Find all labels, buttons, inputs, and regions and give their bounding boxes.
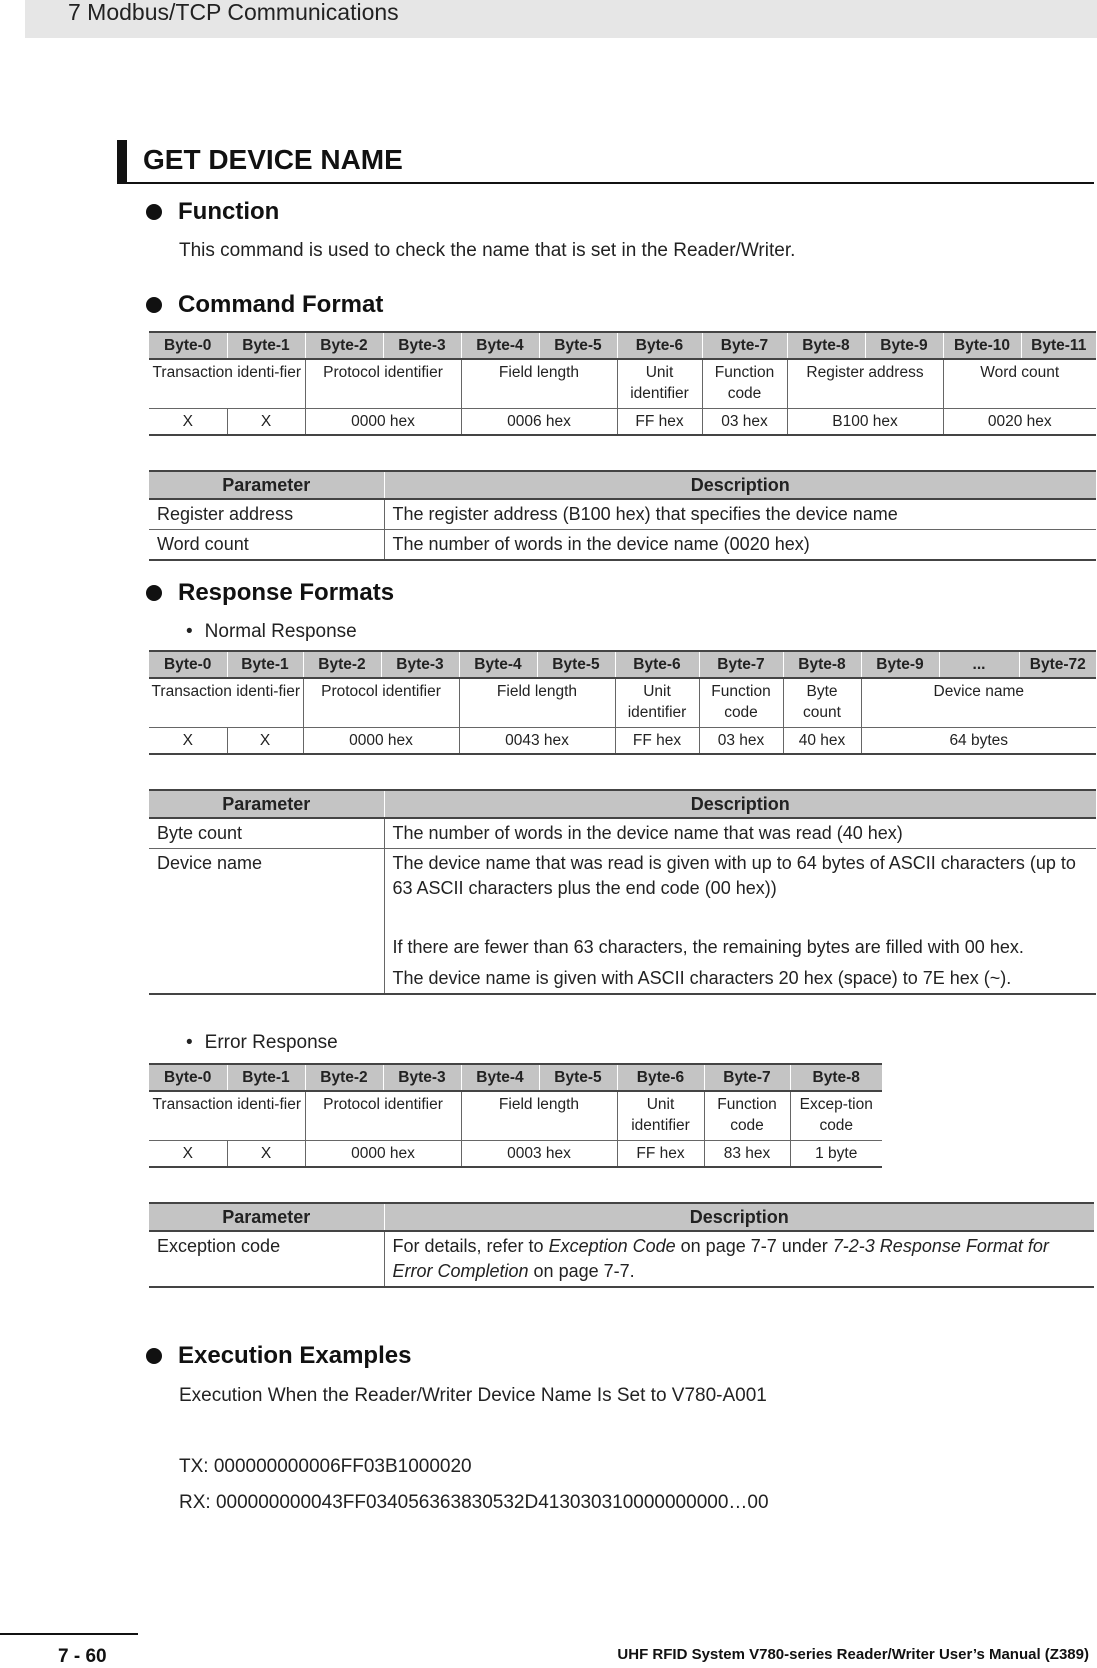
function-text: This command is used to check the name that is set in the Reader/Writer. xyxy=(179,240,796,261)
field-cell: Transaction identi-fier xyxy=(149,1091,305,1141)
bullet-icon xyxy=(146,585,162,601)
execution-text: Execution When the Reader/Writer Device Name Is Set to V780-A001 xyxy=(179,1385,767,1406)
value-cell: 0003 hex xyxy=(461,1141,617,1168)
byte-header: Byte-2 xyxy=(305,332,383,359)
footer-rule xyxy=(0,1633,138,1635)
table-row xyxy=(149,849,1096,995)
value-cell: X xyxy=(149,728,227,755)
byte-header: Byte-1 xyxy=(227,332,305,359)
byte-header: Byte-3 xyxy=(383,1064,461,1091)
byte-header: Byte-3 xyxy=(381,651,459,678)
bullet-icon xyxy=(146,204,162,220)
param-desc: The register address (B100 hex) that specifies the device name xyxy=(384,499,1096,530)
param-name: Exception code xyxy=(149,1231,384,1287)
section-title-text: GET DEVICE NAME xyxy=(143,144,403,175)
value-cell: 03 hex xyxy=(702,409,787,436)
byte-header: Byte-0 xyxy=(149,1064,227,1091)
field-cell: Register address xyxy=(787,359,943,409)
normal-response-params-table xyxy=(149,789,1096,995)
byte-header: Byte-11 xyxy=(1021,332,1096,359)
manual-title: UHF RFID System V780-series Reader/Writer User’s Manual (Z389) xyxy=(617,1646,1089,1663)
value-cell: X xyxy=(149,409,227,436)
value-cell: FF hex xyxy=(617,1141,704,1168)
function-heading: Function xyxy=(146,198,279,226)
byte-header: Byte-8 xyxy=(787,332,865,359)
exception-code-link: Exception Code xyxy=(548,1236,676,1256)
byte-header: Byte-7 xyxy=(702,332,787,359)
param-desc: The number of words in the device name (0020 hex) xyxy=(384,530,1096,561)
command-byte-table xyxy=(149,331,1096,436)
desc-header: Description xyxy=(384,471,1096,499)
field-cell: Byte count xyxy=(783,678,861,728)
table-row xyxy=(149,499,1096,530)
section-title xyxy=(117,140,1094,184)
value-cell: 0043 hex xyxy=(459,728,615,755)
value-cell: X xyxy=(227,409,305,436)
tx-line: TX: 000000000006FF03B1000020 xyxy=(179,1456,472,1477)
byte-header: Byte-0 xyxy=(149,332,227,359)
param-desc: The number of words in the device name that was read (40 hex) xyxy=(384,818,1096,849)
field-cell: Excep-tion code xyxy=(790,1091,882,1141)
normal-response-label: • Normal Response xyxy=(186,621,357,642)
param-name: Device name xyxy=(149,849,384,995)
error-response-label: • Error Response xyxy=(186,1032,338,1053)
field-cell: Unit identifier xyxy=(615,678,699,728)
field-cell: Device name xyxy=(861,678,1096,728)
byte-header: Byte-10 xyxy=(943,332,1021,359)
param-desc: For details, refer to Exception Code on page 7-7 under 7-2-3 Response Format for Error Completion on page 7-7. xyxy=(384,1231,1094,1287)
byte-header: Byte-5 xyxy=(537,651,615,678)
byte-header: Byte-6 xyxy=(617,1064,704,1091)
value-cell: 0000 hex xyxy=(305,409,461,436)
byte-header: Byte-4 xyxy=(461,1064,539,1091)
table-row xyxy=(149,818,1096,849)
field-cell: Field length xyxy=(459,678,615,728)
value-cell: 0006 hex xyxy=(461,409,617,436)
byte-header: Byte-3 xyxy=(383,332,461,359)
byte-header: Byte-2 xyxy=(303,651,381,678)
byte-header: ... xyxy=(939,651,1019,678)
field-cell: Unit identifier xyxy=(617,1091,704,1141)
value-cell: 0000 hex xyxy=(303,728,459,755)
byte-header: Byte-72 xyxy=(1019,651,1096,678)
value-cell: 83 hex xyxy=(704,1141,790,1168)
byte-header: Byte-5 xyxy=(539,332,617,359)
byte-header: Byte-7 xyxy=(699,651,783,678)
byte-header: Byte-1 xyxy=(227,651,303,678)
byte-header: Byte-2 xyxy=(305,1064,383,1091)
value-cell: 0000 hex xyxy=(305,1141,461,1168)
error-response-byte-table xyxy=(149,1063,882,1168)
value-cell: 1 byte xyxy=(790,1141,882,1168)
rx-line: RX: 000000000043FF034056363830532D413030310000000000…00 xyxy=(179,1492,769,1513)
value-cell: 64 bytes xyxy=(861,728,1096,755)
value-cell: B100 hex xyxy=(787,409,943,436)
byte-header: Byte-7 xyxy=(704,1064,790,1091)
byte-header: Byte-6 xyxy=(617,332,702,359)
command-byte-header-row xyxy=(149,332,1096,359)
byte-header: Byte-9 xyxy=(865,332,943,359)
value-cell: FF hex xyxy=(615,728,699,755)
command-field-row xyxy=(149,359,1096,409)
response-formats-heading: Response Formats xyxy=(146,579,394,607)
param-header: Parameter xyxy=(149,471,384,499)
value-cell: FF hex xyxy=(617,409,702,436)
field-cell: Field length xyxy=(461,1091,617,1141)
param-name: Register address xyxy=(149,499,384,530)
command-value-row xyxy=(149,409,1096,436)
byte-header: Byte-4 xyxy=(459,651,537,678)
normal-response-byte-table xyxy=(149,650,1096,755)
execution-examples-heading: Execution Examples xyxy=(146,1342,411,1370)
field-cell: Function code xyxy=(699,678,783,728)
byte-header: Byte-8 xyxy=(790,1064,882,1091)
desc-header: Description xyxy=(384,1203,1094,1231)
byte-header: Byte-8 xyxy=(783,651,861,678)
value-cell: 0020 hex xyxy=(943,409,1096,436)
bullet-icon xyxy=(146,1348,162,1364)
field-cell: Protocol identifier xyxy=(305,1091,461,1141)
desc-header: Description xyxy=(384,790,1096,818)
field-cell: Protocol identifier xyxy=(303,678,459,728)
field-cell: Word count xyxy=(943,359,1096,409)
field-cell: Function code xyxy=(702,359,787,409)
value-cell: X xyxy=(227,728,303,755)
value-cell: 40 hex xyxy=(783,728,861,755)
byte-header: Byte-4 xyxy=(461,332,539,359)
field-cell: Transaction identi-fier xyxy=(149,678,303,728)
bullet-icon xyxy=(146,297,162,313)
param-name: Word count xyxy=(149,530,384,561)
value-cell: 03 hex xyxy=(699,728,783,755)
param-header: Parameter xyxy=(149,1203,384,1231)
field-cell: Unit identifier xyxy=(617,359,702,409)
byte-header: Byte-9 xyxy=(861,651,939,678)
chapter-header: 7 Modbus/TCP Communications xyxy=(68,0,399,25)
byte-header: Byte-6 xyxy=(615,651,699,678)
table-row xyxy=(149,530,1096,561)
field-cell: Function code xyxy=(704,1091,790,1141)
value-cell: X xyxy=(227,1141,305,1168)
param-header: Parameter xyxy=(149,790,384,818)
command-params-table xyxy=(149,470,1096,561)
byte-header: Byte-1 xyxy=(227,1064,305,1091)
field-cell: Transaction identi-fier xyxy=(149,359,305,409)
byte-header: Byte-0 xyxy=(149,651,227,678)
param-desc: The device name that was read is given with up to 64 bytes of ASCII characters (up to 63 ASCII characters plus the end code (00 hex)) If there are fewer than 63 characters, the remaining bytes are filled with 00 hex. The device name is given with ASCII characters 20 hex (space) to 7E hex (~). xyxy=(384,849,1096,995)
section-reference: 7-2-3 Response Format for Error Completion xyxy=(392,1236,1049,1281)
value-cell: X xyxy=(149,1141,227,1168)
field-cell: Protocol identifier xyxy=(305,359,461,409)
table-row xyxy=(149,1231,1094,1287)
page-number: 7 - 60 xyxy=(58,1646,107,1667)
param-name: Byte count xyxy=(149,818,384,849)
field-cell: Field length xyxy=(461,359,617,409)
error-response-params-table xyxy=(149,1202,1094,1288)
byte-header: Byte-5 xyxy=(539,1064,617,1091)
command-format-heading: Command Format xyxy=(146,291,383,319)
